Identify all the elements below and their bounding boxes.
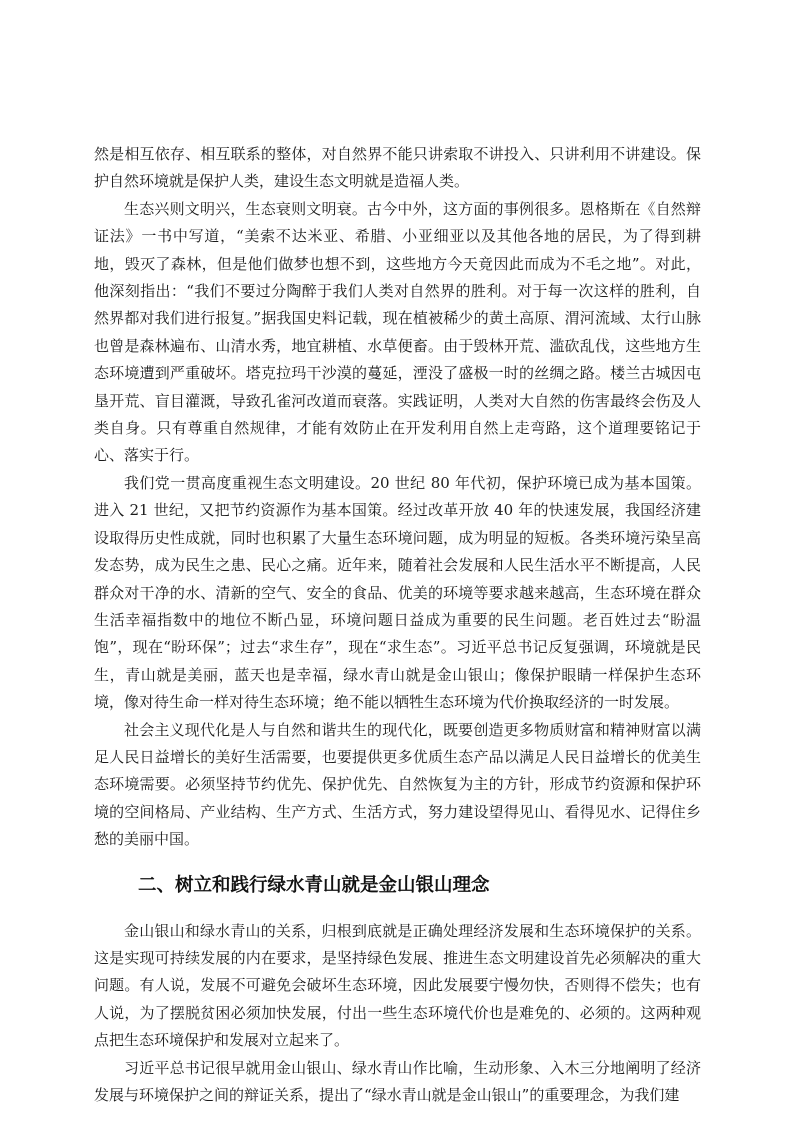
paragraph: 社会主义现代化是人与自然和谐共生的现代化，既要创造更多物质财富和精神财富以满足人民日益增长的美好生活需要，也要提供更多优质生态产品以满足人民日益增长的优美生态环境需要。必须坚持节约优先、保护优先、自然恢复为主的方针，形成节约资源和保护环境的空间格局、产业结构、生产方式、生活方式，努力建设望得见山、看得见水、记得住乡愁的美丽中国。 [94, 720, 701, 849]
paragraph: 金山银山和绿水青山的关系，归根到底就是正确处理经济发展和生态环境保护的关系。这是实现可持续发展的内在要求，是坚持绿色发展、推进生态文明建设首先必须解决的重大问题。有人说，发展不可避免会破坏生态环境，因此发展要宁慢勿快，否则得不偿失；也有人说，为了摆脱贫困必须加快发展，付出一些生态环境代价也是难免的、必须的。这两种观点把生态环境保护和发展对立起来了。 [94, 921, 701, 1050]
paragraph-continued: 然是相互依存、相互联系的整体，对自然界不能只讲索取不讲投入、只讲利用不讲建设。保护自然环境就是保护人类，建设生态文明就是造福人类。 [94, 145, 701, 191]
paragraph: 习近平总书记很早就用金山银山、绿水青山作比喻，生动形象、入木三分地阐明了经济发展与环境保护之间的辩证关系，提出了“绿水青山就是金山银山”的重要理念，为我们建 [94, 1058, 701, 1104]
paragraph: 生态兴则文明兴，生态衰则文明衰。古今中外，这方面的事例很多。恩格斯在《自然辩证法》一书中写道，“美索不达米亚、希腊、小亚细亚以及其他各地的居民，为了得到耕地，毁灭了森林，但是他们做梦也想不到，这些地方今天竟因此而成为不毛之地”。对此，他深刻指出：“我们不要过分陶醉于我们人类对自然界的胜利。对于每一次这样的胜利，自然界都对我们进行报复。”据我国史料记载，现在植被稀少的黄土高原、渭河流域、太行山脉也曾是森林遍布、山清水秀，地宜耕植、水草便畜。由于毁林开荒、滥砍乱伐，这些地方生态环境遭到严重破坏。塔克拉玛干沙漠的蔓延，湮没了盛极一时的丝绸之路。楼兰古城因屯垦开荒、盲目灌溉，导致孔雀河改道而衰落。实践证明，人类对大自然的伤害最终会伤及人类自身。只有尊重自然规律，才能有效防止在开发利用自然上走弯路，这个道理要铭记于心、落实于行。 [94, 199, 701, 465]
paragraph: 我们党一贯高度重视生态文明建设。20 世纪 80 年代初，保护环境已成为基本国策。进入 21 世纪，又把节约资源作为基本国策。经过改革开放 40 年的快速发展，我国经济建设取得历史性成就，同时也积累了大量生态环境问题，成为明显的短板。各类环境污染呈高发态势，成为民生之患、民心之痛。近年来，随着社会发展和人民生活水平不断提高，人民群众对干净的水、清新的空气、安全的食品、优美的环境等要求越来越高，生态环境在群众生活幸福指数中的地位不断凸显，环境问题日益成为重要的民生问题。老百姓过去“盼温饱”，现在“盼环保”；过去“求生存”，现在“求生态”。习近平总书记反复强调，环境就是民生，青山就是美丽，蓝天也是幸福，绿水青山就是金山银山；像保护眼睛一样保护生态环境，像对待生命一样对待生态环境；绝不能以牺牲生态环境为代价换取经济的一时发展。 [94, 473, 701, 712]
document-page [94, 141, 701, 1109]
section-heading: 二、树立和践行绿水青山就是金山银山理念 [138, 874, 490, 896]
